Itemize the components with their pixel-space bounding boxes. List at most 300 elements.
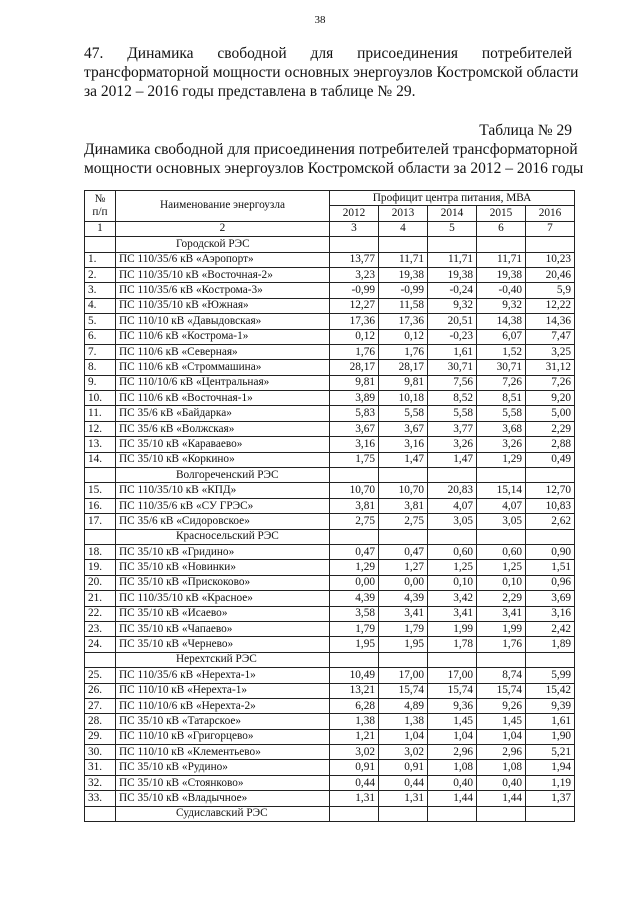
surplus-value: 1,19 (526, 775, 575, 790)
surplus-value: 19,38 (379, 267, 428, 282)
paragraph-line-1 (84, 44, 572, 63)
surplus-value: 3,58 (330, 606, 379, 621)
surplus-value: 9,32 (477, 298, 526, 313)
surplus-value: 15,74 (428, 683, 477, 698)
table-title-line-2: мощности основных энергоузлов Костромской области за 2012 – 2016 годы (84, 160, 584, 177)
surplus-value: 10,83 (526, 498, 575, 513)
section-empty-cell (477, 652, 526, 667)
row-number: 8. (85, 360, 116, 375)
surplus-value: 1,47 (428, 452, 477, 467)
column-index-row (85, 221, 575, 236)
header-row-1 (85, 191, 575, 206)
paragraph-word: для (310, 45, 334, 62)
substation-name: ПС 35/6 кВ «Волжская» (116, 421, 330, 436)
row-number: 9. (85, 375, 116, 390)
surplus-value: 1,52 (477, 344, 526, 359)
section-empty-cell (379, 652, 428, 667)
paragraph-word: свободной (217, 45, 287, 62)
surplus-value: 3,16 (379, 437, 428, 452)
surplus-value: 3,23 (330, 267, 379, 282)
surplus-value: 17,00 (428, 668, 477, 683)
surplus-value: -0,99 (330, 283, 379, 298)
substation-name: ПС 110/10 кВ «Григорцево» (116, 729, 330, 744)
surplus-value: 19,38 (477, 267, 526, 282)
surplus-value: 15,42 (526, 683, 575, 698)
surplus-value: 20,51 (428, 314, 477, 329)
surplus-value: 2,88 (526, 437, 575, 452)
substation-name: ПС 110/10 кВ «Нерехта-1» (116, 683, 330, 698)
substation-name: ПС 110/10 кВ «Клементьево» (116, 745, 330, 760)
table-row (85, 252, 575, 267)
surplus-value: 10,70 (330, 483, 379, 498)
section-empty-cell (330, 237, 379, 252)
surplus-value: 3,05 (477, 514, 526, 529)
surplus-value: 7,26 (477, 375, 526, 390)
surplus-value: 0,10 (428, 575, 477, 590)
surplus-value: 1,44 (477, 791, 526, 806)
surplus-value: 10,18 (379, 391, 428, 406)
surplus-value: 0,60 (477, 544, 526, 559)
surplus-value: 6,28 (330, 698, 379, 713)
header-year: 2012 (330, 206, 379, 221)
header-number-symbol: № (94, 192, 106, 205)
row-number: 18. (85, 544, 116, 559)
surplus-value: 1,38 (330, 714, 379, 729)
table-row (85, 575, 575, 590)
substation-name: ПС 35/10 кВ «Владычное» (116, 791, 330, 806)
surplus-value: 3,67 (379, 421, 428, 436)
surplus-value: 15,74 (379, 683, 428, 698)
surplus-value: 3,05 (428, 514, 477, 529)
header-year: 2013 (379, 206, 428, 221)
surplus-value: 1,51 (526, 560, 575, 575)
surplus-value: 2,96 (477, 745, 526, 760)
surplus-value: 2,75 (379, 514, 428, 529)
section-blank-cell (85, 468, 116, 483)
row-number: 7. (85, 344, 116, 359)
surplus-value: 1,29 (330, 560, 379, 575)
paragraph-line-2: трансформаторной мощности основных энергоузлов Костромской области (84, 64, 579, 81)
surplus-value: 3,67 (330, 421, 379, 436)
section-row (85, 468, 575, 483)
paragraph-line-3: за 2012 – 2016 годы представлена в таблице № 29. (84, 83, 416, 100)
section-title: Волгореченский РЭС (116, 468, 330, 483)
surplus-value: 10,49 (330, 668, 379, 683)
table-body (85, 237, 575, 822)
surplus-value: 1,04 (379, 729, 428, 744)
substation-name: ПС 110/10/6 кВ «Центральная» (116, 375, 330, 390)
surplus-value: 0,47 (379, 544, 428, 559)
surplus-value: -0,99 (379, 283, 428, 298)
row-number: 10. (85, 391, 116, 406)
surplus-value: 5,58 (428, 406, 477, 421)
substation-name: ПС 35/10 кВ «Прискоково» (116, 575, 330, 590)
surplus-value: 13,21 (330, 683, 379, 698)
surplus-value: 9,81 (330, 375, 379, 390)
surplus-value: 28,17 (379, 360, 428, 375)
paragraph-word: потребителей (481, 45, 573, 62)
surplus-value: 17,36 (379, 314, 428, 329)
section-empty-cell (526, 468, 575, 483)
section-title: Нерехтский РЭС (116, 652, 330, 667)
table-row (85, 621, 575, 636)
section-row (85, 529, 575, 544)
paragraph-word: 47. (84, 45, 104, 62)
table-row (85, 375, 575, 390)
section-empty-cell (526, 529, 575, 544)
surplus-value: 1,90 (526, 729, 575, 744)
table-row (85, 606, 575, 621)
substation-name: ПС 110/6 кВ «Восточная-1» (116, 391, 330, 406)
surplus-value: 1,76 (379, 344, 428, 359)
surplus-value: 0,10 (477, 575, 526, 590)
row-number: 25. (85, 668, 116, 683)
row-number: 26. (85, 683, 116, 698)
table-title-line-1: Динамика свободной для присоединения потребителей трансформаторной (84, 141, 578, 158)
header-year: 2014 (428, 206, 477, 221)
surplus-value: 20,46 (526, 267, 575, 282)
surplus-value: 10,70 (379, 483, 428, 498)
surplus-value: 0,00 (330, 575, 379, 590)
surplus-value: 7,47 (526, 329, 575, 344)
column-index: 3 (330, 221, 379, 236)
section-empty-cell (428, 237, 477, 252)
surplus-value: 7,26 (526, 375, 575, 390)
surplus-value: 0,47 (330, 544, 379, 559)
surplus-value: 3,69 (526, 591, 575, 606)
surplus-value: 5,00 (526, 406, 575, 421)
table-row (85, 637, 575, 652)
surplus-value: 6,07 (477, 329, 526, 344)
section-empty-cell (379, 529, 428, 544)
surplus-value: 0,96 (526, 575, 575, 590)
surplus-value: 9,26 (477, 698, 526, 713)
row-number: 16. (85, 498, 116, 513)
surplus-value: 3,16 (330, 437, 379, 452)
substation-name: ПС 35/10 кВ «Коркино» (116, 452, 330, 467)
surplus-value: 1,25 (428, 560, 477, 575)
table-row (85, 775, 575, 790)
section-empty-cell (330, 806, 379, 821)
surplus-value: 1,08 (428, 760, 477, 775)
substation-name: ПС 110/35/10 кВ «Южная» (116, 298, 330, 313)
row-number: 6. (85, 329, 116, 344)
row-number: 13. (85, 437, 116, 452)
surplus-value: 3,89 (330, 391, 379, 406)
surplus-value: 0,44 (379, 775, 428, 790)
surplus-value: 0,91 (330, 760, 379, 775)
row-number: 4. (85, 298, 116, 313)
table-row (85, 729, 575, 744)
surplus-value: 5,58 (379, 406, 428, 421)
substation-name: ПС 110/35/6 кВ «Аэропорт» (116, 252, 330, 267)
section-empty-cell (526, 806, 575, 821)
column-index: 5 (428, 221, 477, 236)
table-row (85, 591, 575, 606)
section-row (85, 237, 575, 252)
substation-name: ПС 110/10 кВ «Давыдовская» (116, 314, 330, 329)
section-blank-cell (85, 806, 116, 821)
row-number: 28. (85, 714, 116, 729)
surplus-value: 13,77 (330, 252, 379, 267)
surplus-value: 1,08 (477, 760, 526, 775)
column-index: 2 (116, 221, 330, 236)
section-empty-cell (379, 468, 428, 483)
row-number: 5. (85, 314, 116, 329)
surplus-value: -0,40 (477, 283, 526, 298)
row-number: 17. (85, 514, 116, 529)
section-empty-cell (428, 806, 477, 821)
table-label: Таблица № 29 (479, 122, 572, 139)
section-empty-cell (330, 468, 379, 483)
surplus-value: 1,29 (477, 452, 526, 467)
surplus-value: 0,91 (379, 760, 428, 775)
table-row (85, 391, 575, 406)
surplus-value: 3,81 (330, 498, 379, 513)
table-row (85, 745, 575, 760)
surplus-value: 3,41 (428, 606, 477, 621)
surplus-value: 1,61 (526, 714, 575, 729)
surplus-value: 1,95 (330, 637, 379, 652)
table-row (85, 683, 575, 698)
surplus-value: 1,44 (428, 791, 477, 806)
surplus-value: 1,45 (428, 714, 477, 729)
section-empty-cell (379, 237, 428, 252)
surplus-value: 15,74 (477, 683, 526, 698)
section-empty-cell (526, 237, 575, 252)
row-number: 24. (85, 637, 116, 652)
surplus-value: 9,32 (428, 298, 477, 313)
substation-name: ПС 35/10 кВ «Новинки» (116, 560, 330, 575)
surplus-value: 5,99 (526, 668, 575, 683)
substation-name: ПС 35/10 кВ «Татарское» (116, 714, 330, 729)
header-number-cell (85, 191, 116, 222)
surplus-value: 3,02 (379, 745, 428, 760)
substation-name: ПС 110/35/10 кВ «КПД» (116, 483, 330, 498)
table-row (85, 344, 575, 359)
substation-name: ПС 35/10 кВ «Чапаево» (116, 621, 330, 636)
section-title: Городской РЭС (116, 237, 330, 252)
surplus-value: 12,27 (330, 298, 379, 313)
surplus-value: 2,75 (330, 514, 379, 529)
surplus-value: 3,26 (428, 437, 477, 452)
surplus-value: 20,83 (428, 483, 477, 498)
substation-name: ПС 110/6 кВ «Строммашина» (116, 360, 330, 375)
row-number: 12. (85, 421, 116, 436)
surplus-value: 4,39 (330, 591, 379, 606)
surplus-value: 4,39 (379, 591, 428, 606)
column-index: 7 (526, 221, 575, 236)
substation-name: ПС 110/6 кВ «Северная» (116, 344, 330, 359)
substation-name: ПС 110/35/6 кВ «СУ ГРЭС» (116, 498, 330, 513)
section-row (85, 652, 575, 667)
row-number: 11. (85, 406, 116, 421)
surplus-value: 12,70 (526, 483, 575, 498)
surplus-value: 1,31 (330, 791, 379, 806)
surplus-value: 11,71 (477, 252, 526, 267)
surplus-value: 0,90 (526, 544, 575, 559)
table-row (85, 360, 575, 375)
surplus-value: 11,71 (379, 252, 428, 267)
surplus-value: 1,79 (330, 621, 379, 636)
surplus-value: 11,58 (379, 298, 428, 313)
substation-name: ПС 110/10/6 кВ «Нерехта-2» (116, 698, 330, 713)
substation-name: ПС 35/10 кВ «Чернево» (116, 637, 330, 652)
row-number: 30. (85, 745, 116, 760)
surplus-value: 0,60 (428, 544, 477, 559)
section-empty-cell (477, 529, 526, 544)
row-number: 32. (85, 775, 116, 790)
substation-name: ПС 35/6 кВ «Байдарка» (116, 406, 330, 421)
surplus-value: 9,20 (526, 391, 575, 406)
surplus-value: 0,49 (526, 452, 575, 467)
table-row (85, 329, 575, 344)
table-row (85, 668, 575, 683)
surplus-value: 15,14 (477, 483, 526, 498)
column-index: 6 (477, 221, 526, 236)
row-number: 21. (85, 591, 116, 606)
surplus-value: 4,89 (379, 698, 428, 713)
surplus-value: 3,02 (330, 745, 379, 760)
row-number: 2. (85, 267, 116, 282)
substation-name: ПС 35/10 кВ «Караваево» (116, 437, 330, 452)
surplus-value: 14,38 (477, 314, 526, 329)
table-row (85, 544, 575, 559)
section-empty-cell (477, 468, 526, 483)
surplus-value: -0,24 (428, 283, 477, 298)
table-row (85, 483, 575, 498)
surplus-value: 8,74 (477, 668, 526, 683)
substation-name: ПС 110/6 кВ «Кострома-1» (116, 329, 330, 344)
substation-name: ПС 35/10 кВ «Гридино» (116, 544, 330, 559)
surplus-value: 0,12 (379, 329, 428, 344)
table-row (85, 698, 575, 713)
substation-name: ПС 35/6 кВ «Сидоровское» (116, 514, 330, 529)
header-year: 2016 (526, 206, 575, 221)
surplus-value: 8,52 (428, 391, 477, 406)
table-row (85, 267, 575, 282)
surplus-value: 3,77 (428, 421, 477, 436)
table-row (85, 283, 575, 298)
section-blank-cell (85, 652, 116, 667)
surplus-value: 1,76 (330, 344, 379, 359)
surplus-value: 1,89 (526, 637, 575, 652)
surplus-value: 3,41 (477, 606, 526, 621)
surplus-value: 3,16 (526, 606, 575, 621)
row-number: 27. (85, 698, 116, 713)
section-empty-cell (526, 652, 575, 667)
surplus-value: 10,23 (526, 252, 575, 267)
section-row (85, 806, 575, 821)
substation-name: ПС 35/10 кВ «Исаево» (116, 606, 330, 621)
surplus-value: 1,04 (477, 729, 526, 744)
row-number: 14. (85, 452, 116, 467)
header-number-abbr: п/п (92, 205, 108, 218)
surplus-value: 1,04 (428, 729, 477, 744)
surplus-value: 8,51 (477, 391, 526, 406)
table-row (85, 421, 575, 436)
surplus-value: 2,96 (428, 745, 477, 760)
surplus-value: 4,07 (477, 498, 526, 513)
surplus-value: 1,95 (379, 637, 428, 652)
section-empty-cell (428, 529, 477, 544)
surplus-value: 7,56 (428, 375, 477, 390)
surplus-value: 1,45 (477, 714, 526, 729)
surplus-value: 1,61 (428, 344, 477, 359)
row-number: 19. (85, 560, 116, 575)
section-title: Красносельский РЭС (116, 529, 330, 544)
surplus-value: 1,76 (477, 637, 526, 652)
surplus-value: 19,38 (428, 267, 477, 282)
surplus-value: 2,42 (526, 621, 575, 636)
surplus-value: 1,38 (379, 714, 428, 729)
table-title (84, 140, 584, 178)
surplus-value: 5,83 (330, 406, 379, 421)
section-empty-cell (428, 468, 477, 483)
row-number: 1. (85, 252, 116, 267)
row-number: 22. (85, 606, 116, 621)
surplus-value: 1,47 (379, 452, 428, 467)
section-title: Судиславский РЭС (116, 806, 330, 821)
section-empty-cell (477, 237, 526, 252)
surplus-value: 1,37 (526, 791, 575, 806)
surplus-value: 1,21 (330, 729, 379, 744)
header-name-cell: Наименование энергоузла (116, 191, 330, 222)
row-number: 29. (85, 729, 116, 744)
surplus-value: 3,42 (428, 591, 477, 606)
row-number: 3. (85, 283, 116, 298)
surplus-value: 0,00 (379, 575, 428, 590)
surplus-value: 1,79 (379, 621, 428, 636)
column-index: 4 (379, 221, 428, 236)
table-row (85, 314, 575, 329)
surplus-value: 17,00 (379, 668, 428, 683)
table-row (85, 514, 575, 529)
table-row (85, 714, 575, 729)
surplus-value: 30,71 (477, 360, 526, 375)
surplus-value: 28,17 (330, 360, 379, 375)
paragraph-word: Динамика (127, 45, 194, 62)
row-number: 23. (85, 621, 116, 636)
header-year: 2015 (477, 206, 526, 221)
surplus-value: 2,62 (526, 514, 575, 529)
surplus-value: 1,27 (379, 560, 428, 575)
substation-name: ПС 110/35/6 кВ «Кострома-3» (116, 283, 330, 298)
section-empty-cell (477, 806, 526, 821)
surplus-value: 30,71 (428, 360, 477, 375)
surplus-value: 0,12 (330, 329, 379, 344)
surplus-value: 5,21 (526, 745, 575, 760)
substation-name: ПС 35/10 кВ «Рудино» (116, 760, 330, 775)
table-row (85, 760, 575, 775)
section-empty-cell (330, 529, 379, 544)
section-empty-cell (428, 652, 477, 667)
table-row (85, 560, 575, 575)
surplus-value: 2,29 (477, 591, 526, 606)
substation-name: ПС 110/35/6 кВ «Нерехта-1» (116, 668, 330, 683)
surplus-value: 1,31 (379, 791, 428, 806)
row-number: 33. (85, 791, 116, 806)
substation-name: ПС 110/35/10 кВ «Восточная-2» (116, 267, 330, 282)
surplus-value: 2,29 (526, 421, 575, 436)
surplus-value: 9,81 (379, 375, 428, 390)
table-row (85, 298, 575, 313)
table-row (85, 498, 575, 513)
surplus-value: 11,71 (428, 252, 477, 267)
section-empty-cell (330, 652, 379, 667)
surplus-value: 0,44 (330, 775, 379, 790)
substation-name: ПС 35/10 кВ «Стоянково» (116, 775, 330, 790)
